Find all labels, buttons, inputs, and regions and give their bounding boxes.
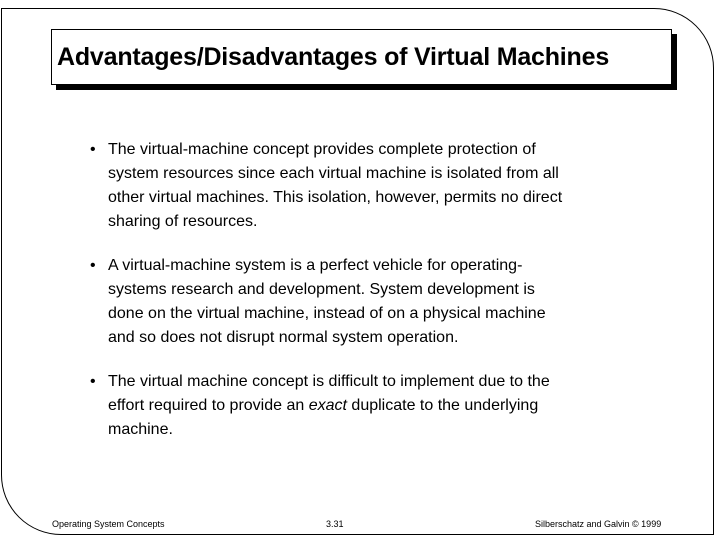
bullet-item <box>90 254 650 350</box>
bullet-text-after: duplicate to the underlying machine. <box>108 397 539 438</box>
footer-page-number: 3.31 <box>326 519 344 529</box>
bullet-icon: • <box>90 257 96 274</box>
footer-course-title: Operating System Concepts <box>52 519 165 529</box>
bullet-item <box>90 138 650 234</box>
title-box <box>51 29 672 85</box>
footer-copyright: Silberschatz and Galvin © 1999 <box>535 519 662 529</box>
bullet-text: The virtual-machine concept provides complete protection of system resources since each virtual machine is isolated from all other virtual machines. This isolation, however, permits no direct sharing of resources. <box>108 141 563 230</box>
bullet-icon: • <box>90 373 96 390</box>
bullet-text-emphasis: exact <box>308 397 347 414</box>
bullet-text <box>108 370 650 442</box>
slide-title: Advantages/Disadvantages of Virtual Machines <box>57 42 610 71</box>
bullet-item <box>90 370 650 442</box>
bullet-icon: • <box>90 141 96 158</box>
bullet-list <box>90 138 650 462</box>
bullet-text-before: The virtual machine concept is difficult to implement due to the effort required to provide an <box>108 373 550 414</box>
bullet-text: A virtual-machine system is a perfect vehicle for operating- systems research and development. System development is done on the virtual machine, instead of on a physical machine and so does not disrupt normal system operation. <box>108 257 546 346</box>
